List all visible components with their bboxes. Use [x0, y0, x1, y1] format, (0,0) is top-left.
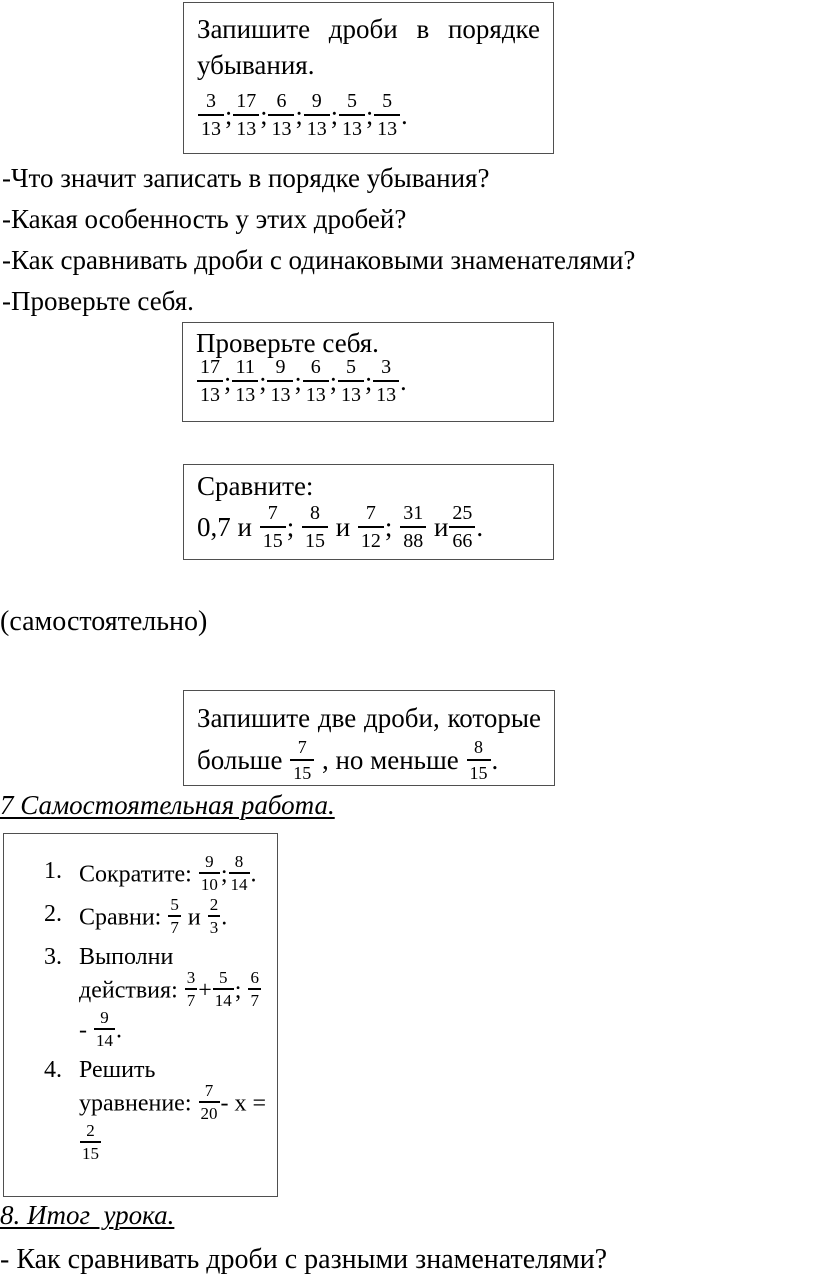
fraction-denominator: 13: [304, 114, 330, 139]
fraction-denominator: 14: [213, 988, 234, 1009]
fraction-denominator: 14: [229, 872, 250, 893]
fraction-numerator: 6: [310, 356, 321, 379]
task-row-3: [44, 942, 273, 1052]
fraction-numerator: 7: [204, 1081, 214, 1100]
fraction-numerator: 7: [297, 736, 307, 757]
fraction-denominator: 15: [290, 759, 314, 782]
fraction-denominator: 13: [198, 114, 224, 139]
fraction-denominator: 7: [168, 915, 181, 936]
task-number: 1.: [44, 858, 62, 884]
box-check-yourself: [182, 322, 554, 422]
fraction-denominator: 15: [260, 526, 286, 551]
task-number: 4.: [44, 1057, 62, 1083]
fraction: [338, 357, 364, 405]
fraction-denominator: 7: [185, 988, 198, 1009]
fraction: [302, 503, 328, 551]
fraction-denominator: 13: [338, 380, 364, 405]
fraction-numerator: 5: [346, 90, 357, 113]
question-line-3: -Как сравнивать дроби с одинаковыми знаменателями?: [2, 245, 636, 275]
box-two-fractions: Запишите две дроби, которые больше $\frac{7}{15}$ , но меньше $\frac{8}{15}$ .: [183, 690, 555, 786]
fraction-numerator: 5: [170, 895, 179, 914]
fraction-denominator: 66: [449, 526, 475, 551]
fraction: [400, 503, 426, 551]
fraction-denominator: 10: [199, 872, 220, 893]
box-order-descending: [183, 2, 554, 154]
fraction-numerator: 9: [205, 852, 214, 871]
final-question: - Как сравнивать дроби с разными знаменателями?: [0, 1244, 608, 1275]
fraction-numerator: 6: [250, 968, 259, 987]
fraction-numerator: 7: [365, 501, 376, 524]
fraction-numerator: 8: [309, 501, 320, 524]
fraction-denominator: 12: [358, 526, 384, 551]
task-content: Решить уравнение: $\frac{7}{20}$ - х = $\frac{2}{15}$: [79, 1057, 267, 1163]
fraction-denominator: 13: [339, 114, 365, 139]
fraction: [168, 896, 181, 936]
fraction-denominator: 13: [233, 114, 259, 139]
box-compare: [183, 464, 554, 560]
fraction-row-compare: 0,7 и $\frac{7}{15}$ ; $\frac{8}{15}$ и $\frac{7}{12}$ ; $\frac{31}{88}$ и $\frac{25}{66}$ .: [197, 501, 484, 552]
fraction-numerator: 11: [235, 356, 255, 379]
fraction-denominator: 15: [302, 526, 328, 551]
fraction-row-check: $\frac{17}{13}$ ; $\frac{11}{13}$ ; $\frac{9}{13}$ ; $\frac{6}{13}$ ; $\frac{5}{13}$ ; $\frac{3}{13}$ .: [196, 359, 540, 408]
tasks-box: [3, 833, 278, 1197]
fraction: [248, 969, 261, 1009]
task-content: Сократите: $\frac{9}{10}$ ; $\frac{8}{14}$ .: [79, 852, 257, 894]
fraction: [94, 1009, 115, 1049]
fraction-denominator: 3: [208, 915, 221, 936]
fraction-denominator: 13: [267, 380, 293, 405]
fraction-row-order: $\frac{3}{13}$ ; $\frac{17}{13}$ ; $\frac{6}{13}$ ; $\frac{9}{13}$ ; $\frac{5}{13}$ ; $\frac{5}{13}$ .: [197, 91, 540, 142]
fraction: [208, 896, 221, 936]
fraction-denominator: 13: [303, 380, 329, 405]
fraction-numerator: 7: [267, 501, 278, 524]
fraction: [199, 1082, 220, 1122]
fraction-numerator: 8: [234, 852, 244, 871]
fraction-numerator: 2: [209, 895, 219, 914]
fraction-numerator: 3: [206, 90, 216, 113]
fraction: [198, 91, 224, 139]
fraction: [304, 91, 330, 139]
section7-heading: 7 Самостоятельная работа.: [0, 790, 335, 820]
fraction: [467, 738, 491, 782]
fraction-denominator: 13: [374, 114, 400, 139]
fraction: [358, 503, 384, 551]
fraction-numerator: 31: [403, 501, 424, 524]
fraction-denominator: 15: [467, 759, 491, 782]
task-row-1: [44, 852, 273, 896]
question-line-2: -Какая особенность у этих дробей?: [2, 204, 407, 234]
fraction-numerator: 17: [200, 356, 220, 379]
fraction-denominator: 13: [232, 380, 258, 405]
fraction: [229, 853, 250, 893]
fraction-denominator: 13: [373, 380, 399, 405]
task-row-2: [44, 895, 273, 939]
fraction-numerator: 5: [219, 968, 228, 987]
fraction: [232, 357, 258, 405]
fraction-numerator: 9: [275, 356, 286, 379]
box-check-title: Проверьте себя.: [196, 328, 379, 358]
fraction-denominator: 13: [268, 114, 294, 139]
fraction-numerator: 2: [86, 1121, 95, 1140]
fraction-denominator: 13: [197, 380, 223, 405]
fraction-numerator: 3: [186, 968, 196, 987]
questions-block: [2, 158, 635, 322]
fraction: [199, 853, 220, 893]
box-order-title: Запишите дроби в порядке убывания.: [197, 14, 540, 80]
box-compare-title: Сравните:: [197, 471, 314, 501]
fraction-numerator: 5: [345, 356, 356, 379]
fraction-numerator: 6: [276, 90, 287, 113]
question-line-4: -Проверьте себя.: [2, 286, 194, 316]
fraction: [233, 91, 259, 139]
task-content: Сравни: $\frac{5}{7}$ и $\frac{2}{3}$ .: [79, 895, 228, 937]
fraction-denominator: 14: [94, 1028, 115, 1049]
fraction-numerator: 25: [452, 501, 473, 524]
task-number: 3.: [44, 944, 62, 970]
fraction-denominator: 15: [80, 1141, 101, 1162]
fraction: [268, 91, 294, 139]
fraction: [373, 357, 399, 405]
fraction-numerator: 3: [381, 356, 392, 379]
task-number: 2.: [44, 901, 62, 927]
task-content: Выполни действия: $\frac{3}{7}$ + $\frac{5}{14}$ ; $\frac{6}{7}$ - $\frac{9}{14}$ .: [79, 944, 259, 1050]
fraction: [260, 503, 286, 551]
fraction: [267, 357, 293, 405]
fraction-numerator: 17: [236, 90, 257, 113]
fraction: [213, 969, 234, 1009]
task-row-4: [44, 1055, 273, 1165]
fraction-numerator: 9: [311, 90, 322, 113]
fraction: [185, 969, 198, 1009]
note-self-study: (самостоятельно): [0, 606, 208, 637]
section8-heading: 8. Итог урока.: [0, 1200, 175, 1230]
fraction-denominator: 88: [400, 526, 426, 551]
fraction: [303, 357, 329, 405]
fraction: [339, 91, 365, 139]
fraction: [197, 357, 223, 405]
fraction-numerator: 5: [382, 90, 393, 113]
question-line-1: -Что значит записать в порядке убывания?: [2, 163, 490, 193]
fraction: [80, 1122, 101, 1162]
fraction-numerator: 9: [100, 1008, 109, 1027]
fraction: [290, 738, 314, 782]
fraction: [449, 503, 475, 551]
fraction: [374, 91, 400, 139]
fraction-denominator: 7: [248, 988, 261, 1009]
fraction-numerator: 8: [474, 736, 484, 757]
fraction-denominator: 20: [199, 1101, 220, 1122]
